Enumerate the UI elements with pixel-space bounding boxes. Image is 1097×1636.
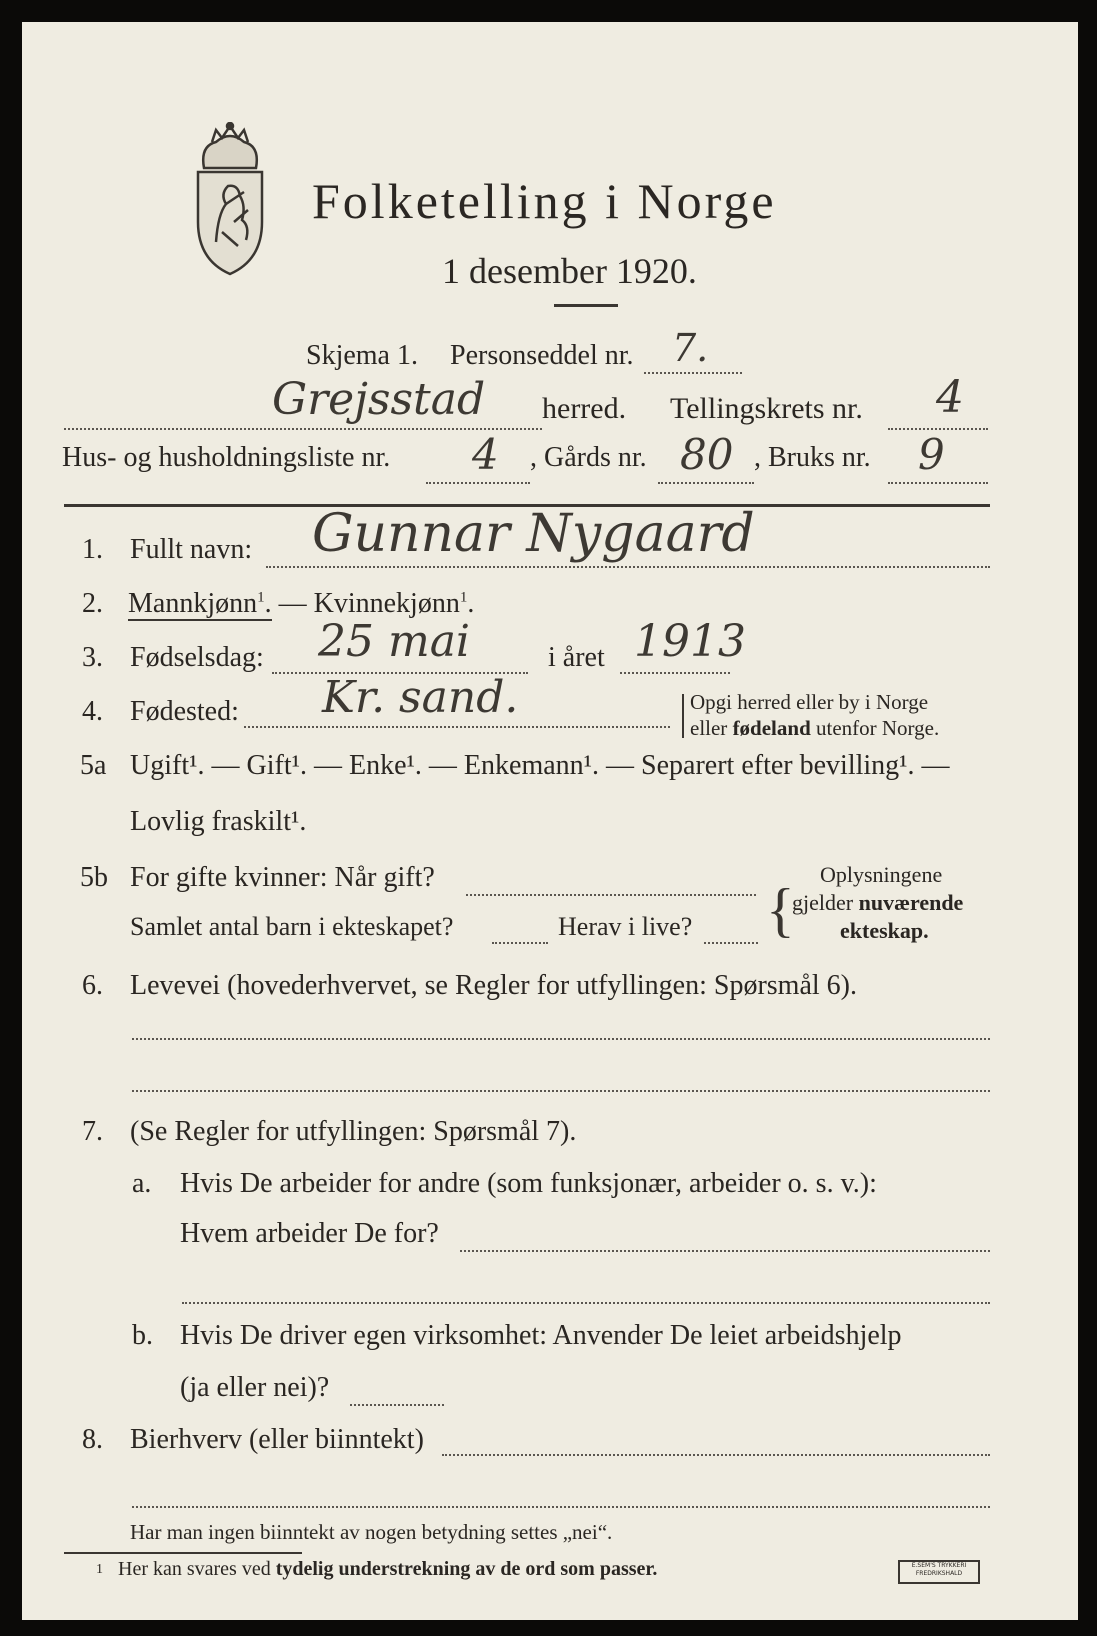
birthplace-value[interactable]: Kr. sand. (322, 672, 519, 723)
q3-label: Fødselsdag: (130, 642, 264, 673)
birthplace-note-brace (682, 694, 684, 738)
sex-male-option[interactable]: Mannkjønn$^1$. (128, 588, 272, 619)
full-name-line (266, 566, 990, 568)
marital-status-options-cont[interactable]: Lovlig fraskilt¹. (130, 806, 307, 837)
hired-help-label: (ja eller nei)? (180, 1372, 330, 1403)
q2-sex-options: Mannkjønn$^1$. — Kvinnekjønn$^1$. (128, 588, 475, 619)
q7a-number: a. (132, 1168, 152, 1199)
birth-year-label: i året (548, 642, 605, 673)
husliste-line (426, 482, 530, 484)
children-total-label: Samlet antal barn i ekteskapet? (130, 912, 454, 941)
children-total-line (492, 942, 548, 944)
side-income-line-2[interactable] (132, 1506, 990, 1508)
bruks-line (888, 482, 988, 484)
occupation-line-2[interactable] (132, 1090, 990, 1092)
husliste-label: Hus- og husholdningsliste nr. (62, 442, 391, 473)
form-date: 1 desember 1920. (442, 251, 697, 291)
marriage-note-line1: Oplysningene (820, 862, 943, 887)
norway-coat-of-arms-icon (186, 122, 274, 280)
q4-label: Fødested: (130, 696, 239, 727)
employer-label: Hvem arbeider De for? (180, 1218, 439, 1249)
birth-year-line (620, 672, 730, 674)
title-divider (554, 304, 618, 307)
tellingskrets-label: Tellingskrets nr. (670, 392, 863, 425)
q5b-number: 5b (80, 862, 108, 893)
q5a-number: 5a (80, 750, 107, 781)
children-alive-line (704, 942, 758, 944)
marital-status-options[interactable]: Ugift¹. — Gift¹. — Enke¹. — Enkemann¹. — Separert efter bevilling¹. — (130, 750, 950, 781)
q3-number: 3. (82, 642, 103, 673)
marriage-note-line2: gjelder nuværende (792, 890, 964, 915)
gards-label: , Gårds nr. (530, 442, 647, 473)
married-when-line (466, 894, 756, 896)
census-form-page (22, 22, 1078, 1620)
gards-value[interactable]: 80 (680, 430, 734, 479)
hired-help-line[interactable] (350, 1404, 444, 1406)
husliste-value[interactable]: 4 (472, 430, 499, 479)
full-name-value[interactable]: Gunnar Nygaard (312, 504, 755, 564)
herred-label: herred. (542, 392, 627, 425)
personseddel-line (644, 372, 742, 374)
personseddel-label: Personseddel nr. (450, 340, 634, 371)
birthplace-line (244, 726, 670, 728)
side-income-line[interactable] (442, 1454, 990, 1456)
footnote-text: Her kan svares ved tydelig understrekning av de ord som passer. (118, 1558, 658, 1580)
employer-line[interactable] (460, 1250, 990, 1252)
birthday-value[interactable]: 25 mai (318, 616, 471, 667)
footnote-divider (64, 1552, 302, 1554)
printer-stamp: E.SEM'S TRYKKERI FREDRIKSHALD (898, 1560, 980, 1584)
q1-label: Fullt navn: (130, 534, 253, 565)
tellingskrets-value[interactable]: 4 (936, 372, 964, 423)
q7b-number: b. (132, 1320, 153, 1351)
q7b-question: Hvis De driver egen virksomhet: Anvender De leiet arbeidshjelp (180, 1320, 902, 1351)
q4-number: 4. (82, 696, 103, 727)
birthplace-note-line2: eller fødeland utenfor Norge. (690, 716, 940, 740)
q8-number: 8. (82, 1424, 103, 1455)
personseddel-value[interactable]: 7. (672, 326, 709, 370)
q7-label: (Se Regler for utfyllingen: Spørsmål 7). (130, 1116, 577, 1147)
bruks-label: , Bruks nr. (754, 442, 871, 473)
birth-year-value[interactable]: 1913 (634, 616, 746, 667)
side-income-label: Bierhverv (eller biinntekt) (130, 1424, 424, 1455)
herred-value[interactable]: Grejsstad (272, 374, 486, 425)
marriage-note-line3: ekteskap. (840, 918, 929, 943)
q2-number: 2. (82, 588, 103, 619)
children-alive-label: Herav i live? (558, 912, 693, 941)
sex-female-option[interactable]: Kvinnekjønn$^1$. (313, 588, 475, 619)
birthplace-note-line1: Opgi herred eller by i Norge (690, 690, 929, 714)
q7a-question: Hvis De arbeider for andre (som funksjonær, arbeider o. s. v.): (180, 1168, 877, 1199)
gards-line (658, 482, 754, 484)
occupation-line-1[interactable] (132, 1038, 990, 1040)
bruks-value[interactable]: 9 (918, 430, 945, 479)
q6-number: 6. (82, 970, 103, 1001)
employer-line-2[interactable] (182, 1302, 990, 1304)
q1-number: 1. (82, 534, 103, 565)
side-income-note: Har man ingen biinntekt av nogen betydning settes „nei“. (130, 1520, 613, 1544)
footnote-mark: 1 (96, 1562, 103, 1577)
herred-line (64, 428, 542, 430)
form-title: Folketelling i Norge (312, 173, 777, 229)
q7-number: 7. (82, 1116, 103, 1147)
married-when-label: For gifte kvinner: Når gift? (130, 862, 435, 893)
schema-label: Skjema 1. (306, 340, 418, 371)
occupation-label: Levevei (hovederhvervet, se Regler for utfyllingen: Spørsmål 6). (130, 970, 857, 1001)
marriage-note-brace: { (766, 877, 795, 943)
